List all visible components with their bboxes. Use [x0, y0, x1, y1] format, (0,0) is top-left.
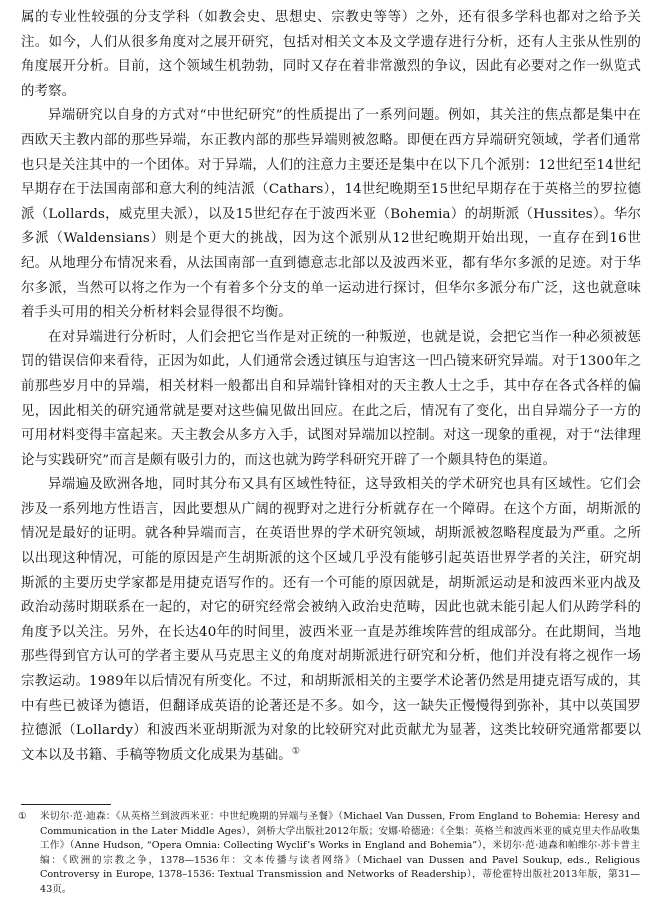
paragraph-3: 在对异端进行分析时，人们会把它当作是对正统的一种叛逆，也就是说，会把它当作一种必须被惩罚的错误信仰来看待，正因为如此，人们通常会透过镇压与迫害这一凹凸镜来研究异端。对于1300年之前那些岁月中的异端，相关材料一般都出自和异端针锋相对的天主教人士之手，其中存在各式各样的偏见，因此相关的研究通常就是要对这些偏见做出回应。在此之后，情况有了变化，出自异端分子一方的可用材料变得丰富起来。天主教会从多方入手，试图对异端加以控制。对这一现象的重视，对于“法律理论与实践研究”而言是颇有吸引力的，而这也就为跨学科研究开辟了一个颇具特色的渠道。 — [21, 329, 641, 468]
footnote-divider — [21, 804, 111, 805]
paragraph-2: 异端研究以自身的方式对“中世纪研究”的性质提出了一系列问题。例如，其关注的焦点都是集中在西欧天主教内部的那些异端，东正教内部的那些异端则被忽略。即便在西方异端研究领域，学者们通常也只是关注其中的一个团体。对于异端，人们的注意力主要还是集中在以下几个派别：12世纪至14世纪早期存在于法国南部和意大利的纯洁派（Cathars），14世纪晚期至15世纪早期存在于英格兰的罗拉德派（Lollards，威克里夫派），以及15世纪存在于波西米亚（Bohemia）的胡斯派（Hussites）。华尔多派（Waldensians）则是个更大的挑战，因为这个派别从12世纪晚期开始出现，一直存在到16世纪。从地理分布情况来看，从法国南部一直到德意志北部以及波西米亚，都有华尔多派的足迹。对于华尔多派，当然可以将之作为一个有着多个分支的单一运动进行探讨，但华尔多派分布广泛，这也就意味着手头可用的相关分析材料会显得很不均衡。 — [21, 108, 641, 321]
footnote-text: 米切尔·范·迪森：《从英格兰到波西米亚：中世纪晚期的异端与圣餐》（Michael Van Dussen, From England to Bohemia: Heresy and Communication in the Later Middle Ages），剑桥大学出版社2012年版；安娜·哈德逊：《全集：英格兰和波西米亚的威克里夫作品收集工作》（Anne Hudson, “Opera Omnia: Collecting Wyclif’s Works in England and Bohemia”），米切尔·范·迪森和帕维尔·苏卡普主编：《欧洲的宗教之争，1378—1536年：文本传播与读者网络》（Michael van Dussen and Pavel Soukup, eds., Religious Controversy in Europe, 1378–1536: Textual Transmission and Networks of Readership），蒂伦霍特出版社2013年版，第31—43页。 — [40, 811, 640, 895]
footnote-marker: ① — [18, 811, 27, 822]
document-body — [21, 6, 641, 768]
paragraph-4-text: 异端遍及欧洲各地，同时其分布又具有区域性特征，这导致相关的学术研究也具有区域性。它们会涉及一系列地方性语言，因此要想从广阔的视野对之进行分析就存在一个障碍。在这个方面，胡斯派的情况是最好的证明。就各种异端而言，在英语世界的学术研究领域，胡斯派被忽略程度最为严重。之所以出现这种情况，可能的原因是产生胡斯派的这个区域几乎没有能够引起英语世界学者的关注，研究胡斯派的主要历史学家都是用捷克语写作的。还有一个可能的原因就是，胡斯派运动是和波西米亚内战及政治动荡时期联系在一起的，对它的研究经常会被纳入政治史范畴，因此也就未能引起人们从跨学科的角度予以关注。另外，在长达40年的时间里，波西米亚一直是苏维埃阵营的组成部分。在此期间，当地那些得到官方认可的学者主要从马克思主义的角度对胡斯派进行研究和分析，他们并没有将之视作一场宗教运动。1989年以后情况有所变化。不过，和胡斯派相关的主要学术论著仍然是用捷克语写成的，其中有些已被译为德语，但翻译成英语的论著还是不多。如今，这一缺失正慢慢得到弥补，其中以英国罗拉德派（Lollardy）和波西米亚胡斯派为对象的比较研究对此贡献尤为显著，这类比较研究通常都要以文本以及书籍、手稿等物质文化成果为基础。 — [21, 477, 641, 763]
paragraph-4 — [21, 473, 641, 768]
paragraph-1: 属的专业性较强的分支学科（如教会史、思想史、宗教史等等）之外，还有很多学科也都对之给予关注。如今，人们从很多角度对之展开研究，包括对相关文本及文学遗存进行分析，还有人主张从性别的角度展开分析。目前，这个领域生机勃勃，同时又存在着非常激烈的争议，因此有必要对之作一纵览式的考察。 — [21, 10, 641, 99]
footnote-reference[interactable]: ① — [291, 746, 301, 757]
footnote — [18, 810, 640, 897]
